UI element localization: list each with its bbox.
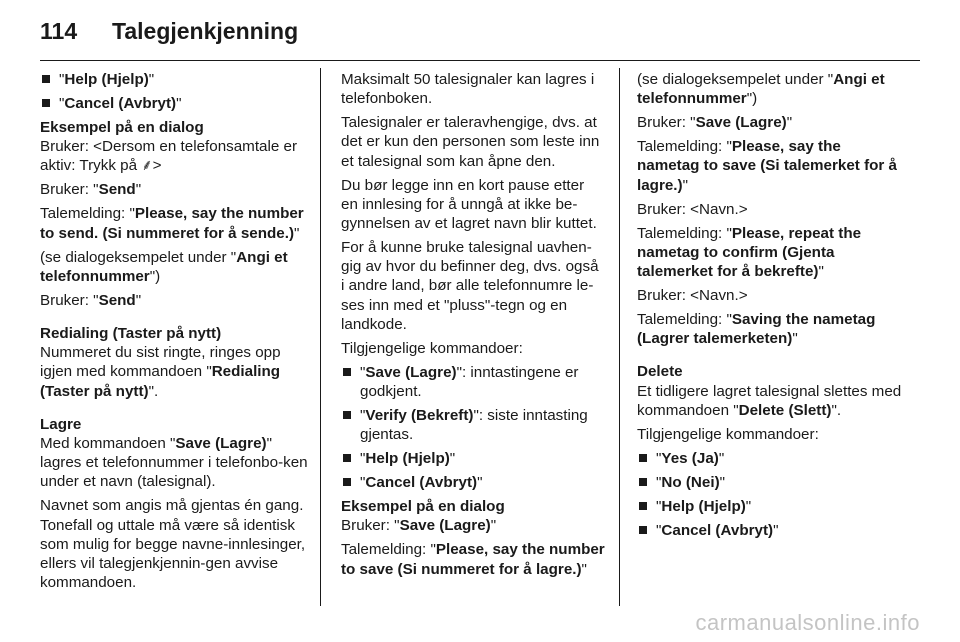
column-2 — [341, 70, 605, 584]
paragraph: Bruker: "Send" — [40, 181, 142, 199]
section-heading: Redialing (Taster på nytt) — [40, 325, 222, 343]
list-item: "Save (Lagre)": inntastingene er godkjent. — [341, 363, 605, 401]
paragraph: Tilgjengelige kommandoer: — [341, 339, 523, 357]
bullet-square-icon — [639, 502, 647, 510]
watermark-text: carmanualsonline.info — [695, 610, 920, 635]
column-divider-2 — [619, 68, 620, 606]
page-title: Talegjenkjenning — [112, 18, 299, 44]
paragraph: (se dialogeksempelet under "Angi et telefonnummer") — [637, 71, 885, 108]
section-heading: Delete — [637, 363, 683, 381]
column-3 — [637, 70, 905, 545]
list-item: "Cancel (Avbryt)" — [40, 94, 310, 113]
paragraph: Bruker: "Save (Lagre)" — [637, 114, 793, 132]
list-item: "Cancel (Avbryt)" — [341, 473, 605, 492]
page-header — [40, 18, 298, 48]
header-rule — [40, 60, 920, 61]
paragraph: Med kommandoen "Save (Lagre)" lagres et telefonnummer i telefonbo-ken under et navn (talesignal). — [40, 435, 308, 491]
bullet-square-icon — [343, 411, 351, 419]
paragraph: For å kunne bruke talesignal uavhen-gig av hvor du befinner deg, dvs. også i andre land, bør alle telefonnumre le-ses inn med et "pluss"-tegn og en landkode. — [341, 239, 599, 333]
bullet-square-icon — [343, 454, 351, 462]
column-1 — [40, 70, 310, 597]
page-number: 114 — [40, 18, 78, 44]
bullet-square-icon — [42, 99, 50, 107]
bullet-square-icon — [343, 368, 351, 376]
paragraph: Bruker: <Dersom en telefonsamtale er aktiv: Trykk på ⸙> — [40, 138, 298, 175]
paragraph: Talemelding: "Please, repeat the nametag to confirm (Gjenta talemerket for å bekrefte)" — [637, 224, 862, 281]
paragraph: Talemelding: "Please, say the number to save (Si nummeret for å lagre.)" — [341, 541, 605, 578]
paragraph: Talemelding: "Please, say the number to send. (Si nummeret for å sende.)" — [40, 205, 304, 242]
bullet-square-icon — [639, 526, 647, 534]
paragraph: Du bør legge inn en kort pause etter en innlesing for å unngå at ikke be-gynnelsen av et lagret navn blir kuttet. — [341, 176, 597, 233]
paragraph: (se dialogeksempelet under "Angi et telefonnummer") — [40, 248, 288, 285]
paragraph: Bruker: <Navn.> — [637, 287, 748, 305]
section-heading: Eksempel på en dialog — [341, 498, 505, 516]
bullet-square-icon — [42, 75, 50, 83]
section-heading: Eksempel på en dialog — [40, 119, 204, 136]
list-item: "Yes (Ja)" — [637, 449, 905, 468]
bullet-square-icon — [343, 478, 351, 486]
list-item: "Cancel (Avbryt)" — [637, 521, 905, 540]
paragraph: Talesignaler er taleravhengige, dvs. at det er kun den personen som leste inn et talesignal som kan åpne den. — [341, 114, 600, 170]
bullet-square-icon — [639, 454, 647, 462]
paragraph: Maksimalt 50 talesignaler kan lagres i telefonboken. — [341, 71, 595, 108]
column-divider-1 — [320, 68, 321, 606]
list-item: "Verify (Bekreft)": siste inntasting gjentas. — [341, 406, 605, 444]
section-heading: Lagre — [40, 415, 82, 433]
list-item: "Help (Hjelp)" — [40, 70, 310, 89]
paragraph: Bruker: "Save (Lagre)" — [341, 517, 497, 535]
paragraph: Talemelding: "Please, say the nametag to save (Si talemerket for å lagre.)" — [637, 138, 897, 194]
paragraph: Navnet som angis må gjentas én gang. Tonefall og uttale må være så identisk som mulig for begge navne-innlesinger, ellers vil talegjenkjennin-gen avvise kommandoen. — [40, 497, 306, 592]
paragraph: Nummeret du sist ringte, ringes opp igjen med kommandoen "Redialing (Taster på nytt)". — [40, 344, 281, 400]
paragraph: Et tidligere lagret talesignal slettes med kommandoen "Delete (Slett)". — [637, 382, 902, 419]
paragraph: Tilgjengelige kommandoer: — [637, 425, 819, 443]
list-item: "Help (Hjelp)" — [637, 497, 905, 516]
paragraph: Talemelding: "Saving the nametag (Lagrer talemerketen)" — [637, 311, 876, 348]
paragraph: Bruker: <Navn.> — [637, 200, 748, 218]
paragraph: Bruker: "Send" — [40, 291, 142, 309]
bullet-square-icon — [639, 478, 647, 486]
list-item: "Help (Hjelp)" — [341, 449, 605, 468]
list-item: "No (Nei)" — [637, 473, 905, 492]
